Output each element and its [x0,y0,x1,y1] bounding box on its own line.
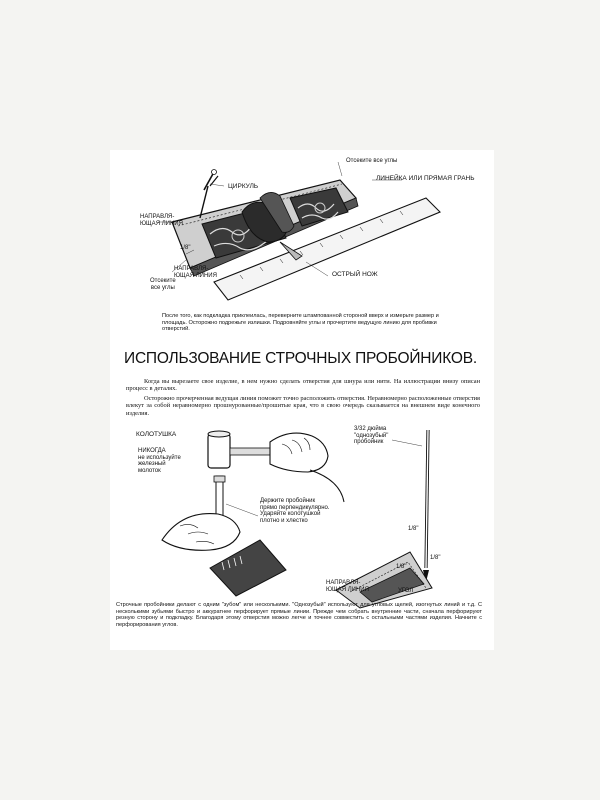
label-measure-c: 1/8" [396,564,407,570]
label-measure-a: 1/8" [408,526,419,532]
label-hold-punch: Держите пробойник прямо перпендикулярно. Ударяйте колотушкой плотно и хлестко [260,498,330,524]
label-trim-corners-top: Отсеките все углы [346,158,398,164]
label-measure-top: 1/8" [180,245,191,251]
top-figure-caption: После того, как подкладка приклеилась, переверните штампованной стороной вверх и измерьте размер и площадь. Осторожно подрежьте излишки. Подровняйте углы и прочертите ведущую линию для пробивки отверстий. [162,313,439,333]
label-corner: УГОЛ [398,588,414,594]
label-never-iron-hammer: НИКОГДА не используйте железный молоток [138,448,181,474]
label-guide-line-left: НАПРАВЛЯ- ЮЩАЯ ЛИНИЯ [140,214,183,227]
label-guide-line: НАПРАВЛЯ- ЮЩАЯ ЛИНИЯ [326,580,369,593]
paragraph-1: Когда вы вырезаете свое изделие, в нем нужно сделать отверстия для шнура или нити. На иллюстрации внизу описан процесс в деталях. [126,378,480,393]
label-single-prong-punch: 3/32 дюйма "однозубый" пробойник [354,426,389,445]
paragraph-2: Осторожно прочерченная ведущая линия поможет точно расположить отверстия. Неравномерно расположенные отверстия влекут за собой неравномерно прошнурованные/прошитые края, что в свою очередь сказывается на внешнем виде конечного изделия. [126,395,480,417]
label-trim-corners-bottom: Отсеките все углы [150,278,176,291]
label-ruler: ЛИНЕЙКА ИЛИ ПРЯМАЯ ГРАНЬ [376,175,475,182]
section-heading: ИСПОЛЬЗОВАНИЕ СТРОЧНЫХ ПРОБОЙНИКОВ. [124,350,477,367]
book-page [110,150,494,650]
label-guide-line-bottom: НАПРАВЛЯ- ЮЩАЯ ЛИНИЯ [174,266,217,279]
label-compass: ЦИРКУЛЬ [228,183,259,190]
label-mallet: КОЛОТУШКА [136,431,177,438]
label-measure-b: 1/8" [430,555,441,561]
bottom-figure-caption: Строчные пробойники делают с одним "зубом" или несколькими. "Однозубый" используют для угловых щелей, изогнутых линий и т.д. С несколькими зубьями быстро и аккуратнее перфорирует прямые линии. Прежде чем собрать внутренние части, сначала перфорируют резную сторону и подкладку. Благодаря этому отверстия можно легче и точнее совместить с остальными частями изделия. Начните с перфорирования углов. [116,602,482,628]
label-knife: ОСТРЫЙ НОЖ [332,271,378,278]
